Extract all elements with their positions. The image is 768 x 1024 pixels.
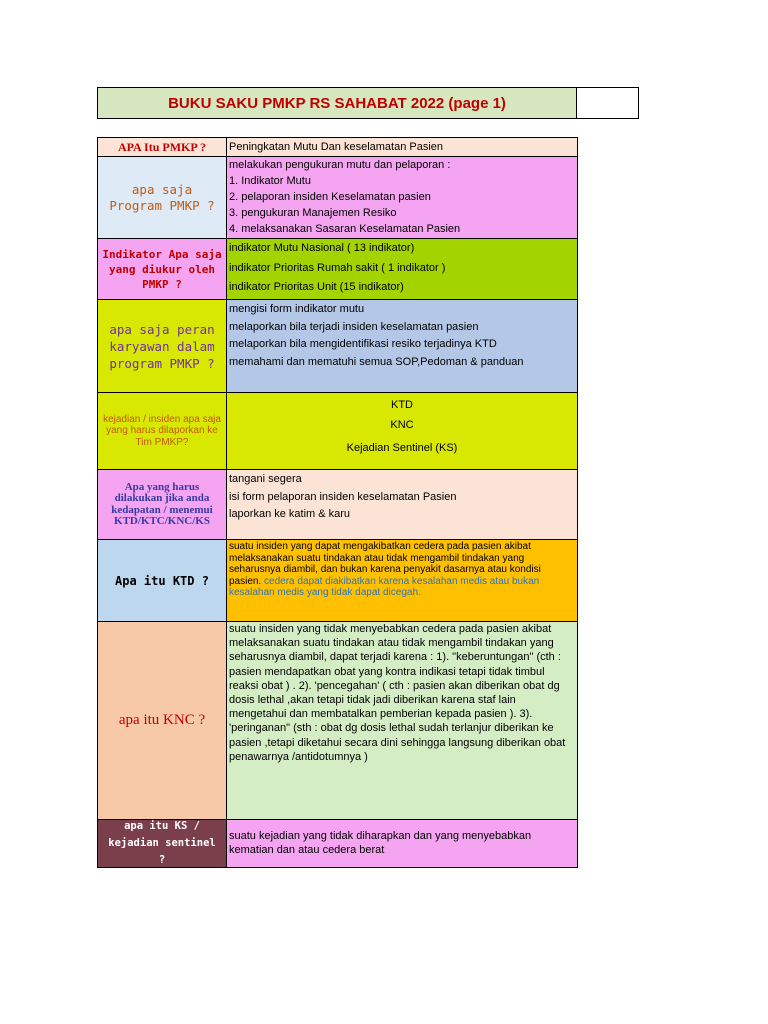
row-apa-itu-pmkp xyxy=(97,137,578,157)
row-content: suatu insiden yang dapat mengakibatkan cedera pada pasien akibat melaksanakan suatu tindakan atau tidak mengambil tindakan yang seharusnya diambil, dan bukan karena penyakit dasarnya atau kondisi pasien. cedera dapat diakibatkan karena kesalahan medis atau bukan kesalahan medis yang tidak dapat dicegah. xyxy=(226,539,578,622)
row-content: KTD KNC Kejadian Sentinel (KS) xyxy=(226,392,578,470)
row-kejadian-dilaporkan xyxy=(97,392,578,470)
row-apa-itu-knc xyxy=(97,621,578,820)
row-indikator xyxy=(97,238,578,300)
row-content: tangani segera isi form pelaporan insiden keselamatan Pasien laporkan ke katim & karu xyxy=(226,469,578,540)
row-peran-karyawan xyxy=(97,299,578,393)
row-content: mengisi form indikator mutu melaporkan bila terjadi insiden keselamatan pasien melaporkan bila mengidentifikasi resiko terjadinya KTD memahami dan mematuhi semua SOP,Pedoman & panduan xyxy=(226,299,578,393)
row-label: apa saja peran karyawan dalam program PMKP ? xyxy=(97,299,227,393)
row-label: Apa itu KTD ? xyxy=(97,539,227,622)
row-content: indikator Mutu Nasional ( 13 indikator) indikator Prioritas Rumah sakit ( 1 indikator ) indikator Prioritas Unit (15 indikator) xyxy=(226,238,578,300)
row-label: apa saja Program PMKP ? xyxy=(97,156,227,239)
page-title: BUKU SAKU PMKP RS SAHABAT 2022 (page 1) xyxy=(168,94,506,112)
row-program-pmkp xyxy=(97,156,578,239)
row-label: kejadian / insiden apa saja yang harus dilaporkan ke Tim PMKP? xyxy=(97,392,227,470)
row-content: melakukan pengukuran mutu dan pelaporan : 1. Indikator Mutu 2. pelaporan insiden Keselamatan pasien 3. pengukuran Manajemen Resiko 4. melaksanakan Sasaran Keselamatan Pasien xyxy=(226,156,578,239)
page-title-box xyxy=(97,87,577,119)
row-content: Peningkatan Mutu Dan keselamatan Pasien xyxy=(226,137,578,157)
row-apa-itu-ks xyxy=(97,819,578,868)
row-label: APA Itu PMKP ? xyxy=(97,137,227,157)
row-content: suatu insiden yang tidak menyebabkan cedera pada pasien akibat melaksanakan suatu tindakan atau tidak mengambil tindakan yang seharusnya diambil, dapat terjadi karena : 1). "keberuntungan" (cth : pasien mendapatkan obat yang kontra indikasi tetapi tidak timbul reaksi obat ) . 2). 'pencegahan' ( cth : pasien akan diberikan obat dg dosis lethal ,akan tetapi tidak jadi diberikan karena staf lain mengetahui dan membatalkan pemberian kepada pasien ). 3). 'peringanan" (sth : obat dg dosis lethal sudah terlanjur diberikan ke pasien ,tetapi diketahui secara dini sehingga langsung diberikan obat penawarnya /antidotumnya ) xyxy=(226,621,578,820)
row-label: Apa yang harus dilakukan jika anda kedapatan / menemui KTD/KTC/KNC/KS xyxy=(97,469,227,540)
title-side-cell xyxy=(577,87,639,119)
row-label: Indikator Apa saja yang diukur oleh PMKP ? xyxy=(97,238,227,300)
row-label: apa itu KNC ? xyxy=(97,621,227,820)
row-apa-yang-harus xyxy=(97,469,578,540)
row-label: apa itu KS / kejadian sentinel ? xyxy=(97,819,227,868)
row-content: suatu kejadian yang tidak diharapkan dan yang menyebabkan kematian dan atau cedera berat xyxy=(226,819,578,868)
row-apa-itu-ktd xyxy=(97,539,578,622)
